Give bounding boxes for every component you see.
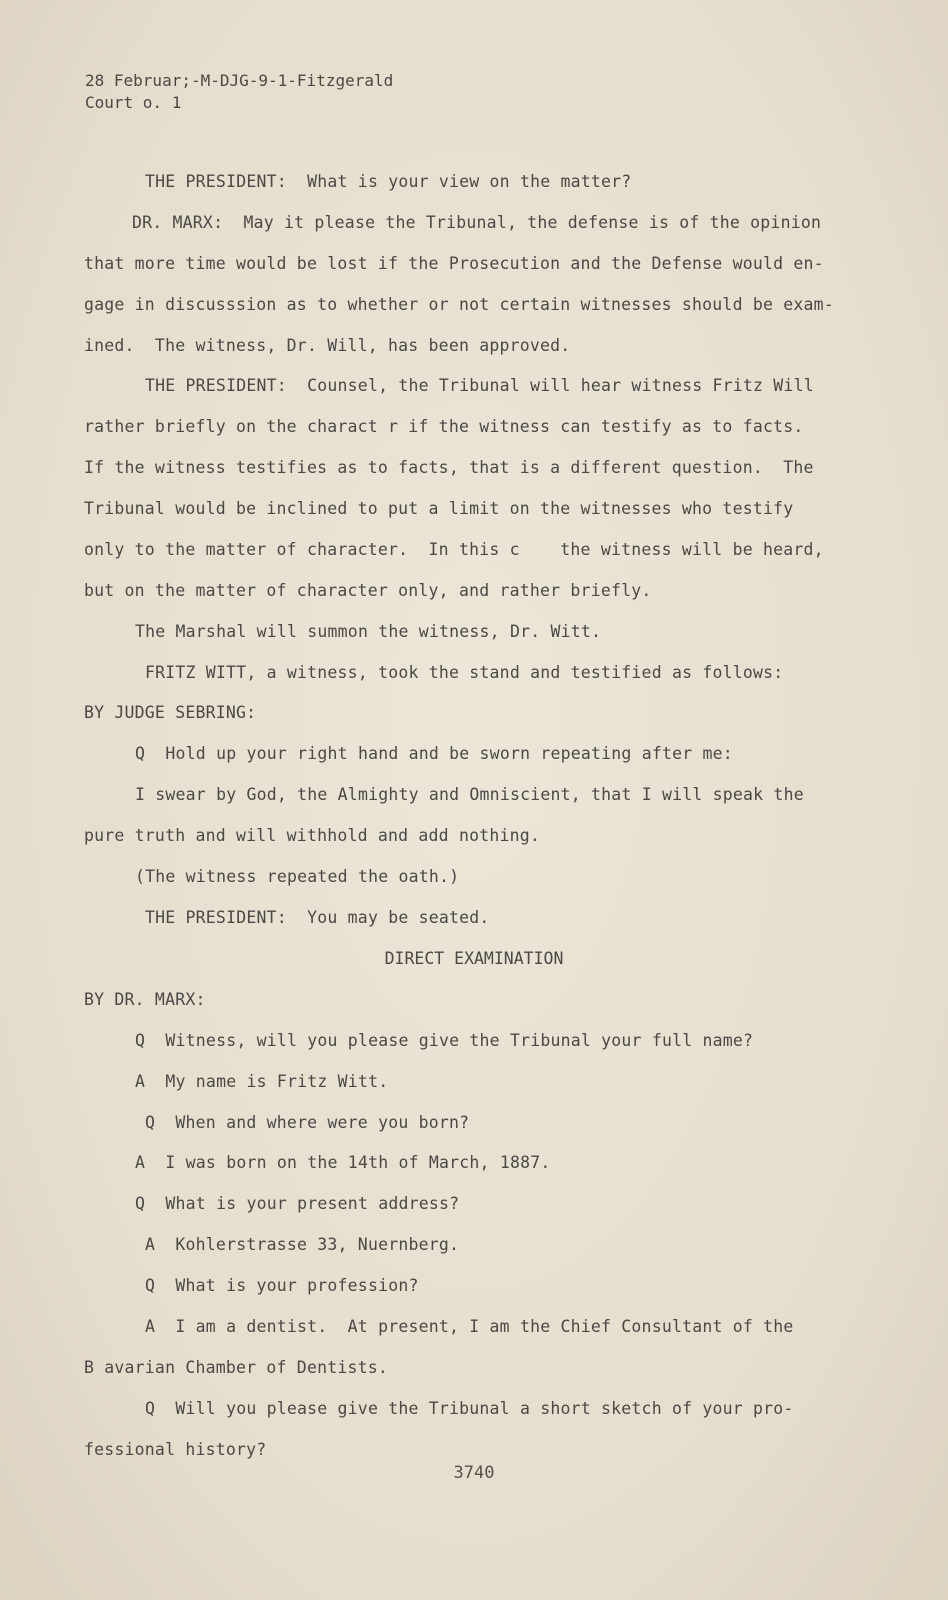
transcript-line: ined. The witness, Dr. Will, has been approved. bbox=[84, 336, 571, 355]
section-heading: DIRECT EXAMINATION bbox=[384, 949, 564, 968]
transcript-line: I swear by God, the Almighty and Omniscient, that I will speak the bbox=[135, 785, 804, 804]
transcript-line: gage in discusssion as to whether or not certain witnesses should be exam- bbox=[84, 295, 834, 314]
transcript-line: DR. MARX: May it please the Tribunal, the defense is of the opinion bbox=[132, 213, 822, 232]
transcript-line: A I am a dentist. At present, I am the Chief Consultant of the bbox=[145, 1317, 794, 1336]
header-line-2: Court o. 1 bbox=[85, 93, 182, 112]
transcript-line: THE PRESIDENT: What is your view on the matter? bbox=[145, 172, 632, 191]
transcript-line: THE PRESIDENT: You may be seated. bbox=[145, 908, 490, 927]
header-line-1: 28 Februar;-M-DJG-9-1-Fitzgerald bbox=[85, 71, 394, 90]
transcript-line: Q When and where were you born? bbox=[145, 1113, 470, 1132]
transcript-line: THE PRESIDENT: Counsel, the Tribunal will hear witness Fritz Will bbox=[145, 376, 814, 395]
transcript-line: Tribunal would be inclined to put a limit on the witnesses who testify bbox=[84, 499, 794, 518]
transcript-line: FRITZ WITT, a witness, took the stand and testified as follows: bbox=[145, 663, 784, 682]
transcript-line: Q Will you please give the Tribunal a short sketch of your pro- bbox=[145, 1399, 794, 1418]
transcript-line: that more time would be lost if the Prosecution and the Defense would en- bbox=[84, 254, 824, 273]
transcript-line: fessional history? bbox=[84, 1440, 267, 1459]
transcript-line: Q What is your present address? bbox=[135, 1194, 460, 1213]
page-number: 3740 bbox=[453, 1463, 495, 1483]
transcript-line: Q What is your profession? bbox=[145, 1276, 419, 1295]
transcript-line: B avarian Chamber of Dentists. bbox=[84, 1358, 389, 1377]
transcript-line: BY JUDGE SEBRING: bbox=[84, 703, 257, 722]
transcript-line: A I was born on the 14th of March, 1887. bbox=[135, 1153, 551, 1172]
document-header bbox=[85, 70, 393, 114]
transcript-line: pure truth and will withhold and add nothing. bbox=[84, 826, 541, 845]
transcript-line: rather briefly on the charact r if the witness can testify as to facts. bbox=[84, 417, 804, 436]
transcript-line: A My name is Fritz Witt. bbox=[135, 1072, 389, 1091]
transcript-line: If the witness testifies as to facts, that is a different question. The bbox=[84, 458, 814, 477]
transcript-line: Q Hold up your right hand and be sworn repeating after me: bbox=[135, 744, 733, 763]
transcript-line: but on the matter of character only, and rather briefly. bbox=[84, 581, 652, 600]
transcript-line: (The witness repeated the oath.) bbox=[135, 867, 460, 886]
transcript-line: The Marshal will summon the witness, Dr. Witt. bbox=[135, 622, 602, 641]
transcript-line: A Kohlerstrasse 33, Nuernberg. bbox=[145, 1235, 460, 1254]
transcript-line: BY DR. MARX: bbox=[84, 990, 206, 1009]
transcript-line: Q Witness, will you please give the Tribunal your full name? bbox=[135, 1031, 754, 1050]
transcript-line: only to the matter of character. In this c the witness will be heard, bbox=[84, 540, 824, 559]
